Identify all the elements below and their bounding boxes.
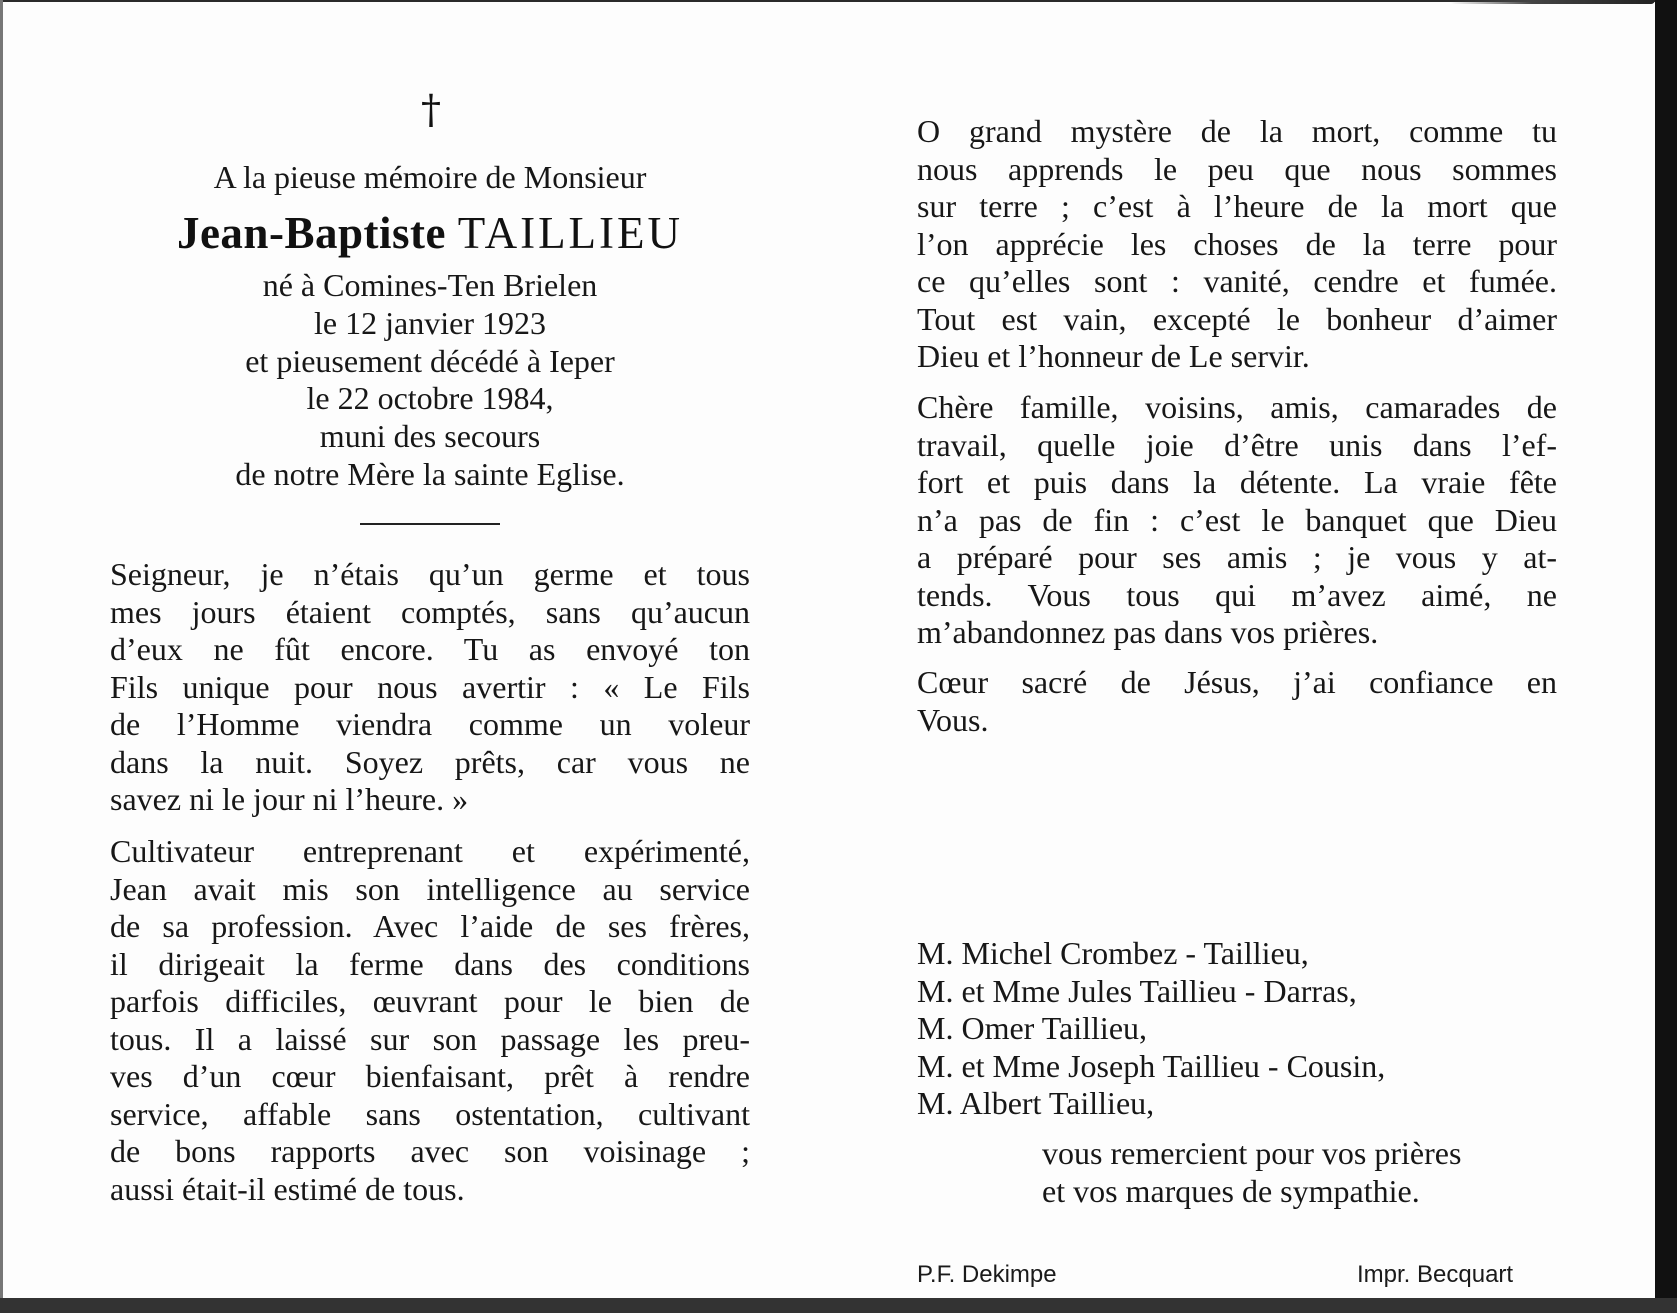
biography-line: de sa profession. Avec l’aide de ses frères, xyxy=(110,908,750,944)
scan-border-right xyxy=(1655,0,1677,1313)
prayer-line: Fils unique pour nous avertir : « Le Fils xyxy=(110,668,750,705)
meditation-line: ce qu’elles sont : vanité, cendre et fumée. xyxy=(917,263,1557,299)
first-names: Jean-Baptiste xyxy=(176,208,446,258)
prayer-line: savez ni le jour ni l’heure. » xyxy=(110,781,469,817)
family-member: M. et Mme Jules Taillieu - Darras, xyxy=(917,972,1357,1009)
prayer-line: Seigneur, je n’étais qu’un germe et tous xyxy=(110,556,750,592)
biography-line: de bons rapports avec son voisinage ; xyxy=(110,1133,750,1169)
biography-line: service, affable sans ostentation, cultivant xyxy=(110,1095,750,1132)
biography-line: il dirigeait la ferme dans des conditions xyxy=(110,945,750,982)
meditation-line: Tout est vain, excepté le bonheur d’aimer xyxy=(917,300,1557,337)
prayer-line: dans la nuit. Soyez prêts, car vous ne xyxy=(110,743,750,780)
thanks-line: vous remercient pour vos prières xyxy=(1042,1135,1462,1171)
farewell-line: fort et puis dans la détente. La vraie fête xyxy=(917,464,1557,500)
header-line: le 12 janvier 1923 xyxy=(314,304,546,341)
meditation-line: nous apprends le peu que nous sommes xyxy=(917,150,1557,187)
header-line: de notre Mère la sainte Eglise. xyxy=(235,456,625,492)
family-member: M. Albert Taillieu, xyxy=(917,1085,1155,1121)
thanks-line: et vos marques de sympathie. xyxy=(1042,1172,1420,1209)
biography-line: ves d’un cœur bienfaisant, prêt à rendre xyxy=(110,1058,750,1094)
farewell-line: n’a pas de fin : c’est le banquet que Dieu xyxy=(917,501,1557,538)
cross-icon: † xyxy=(421,87,441,133)
header-line: né à Comines-Ten Brielen xyxy=(262,267,598,303)
prayer-line: de l’Homme viendra comme un voleur xyxy=(110,706,750,742)
farewell-line: Chère famille, voisins, amis, camarades de xyxy=(917,389,1557,425)
family-member: M. et Mme Joseph Taillieu - Cousin, xyxy=(917,1047,1386,1084)
invocation-line: Cœur sacré de Jésus, j’ai confiance en xyxy=(917,664,1557,700)
header-line: le 22 octobre 1984, xyxy=(306,380,554,417)
funeral-home: P.F. Dekimpe xyxy=(917,1261,1057,1288)
intro-line: A la pieuse mémoire de Monsieur xyxy=(213,159,647,195)
meditation-line: Dieu et l’honneur de Le servir. xyxy=(917,338,1310,374)
scan-shadow xyxy=(1450,0,1655,4)
biography-line: Jean avait mis son intelligence au service xyxy=(110,870,750,907)
farewell-line: a préparé pour ses amis ; je vous y at- xyxy=(917,539,1557,575)
printer: Impr. Becquart xyxy=(1357,1261,1514,1288)
divider xyxy=(360,523,500,525)
meditation-line: sur terre ; c’est à l’heure de la mort que xyxy=(917,188,1557,224)
header-line: muni des secours xyxy=(319,418,541,455)
header-line: et pieusement décédé à Ieper xyxy=(245,342,615,379)
farewell-line: tends. Vous tous qui m’avez aimé, ne xyxy=(917,576,1557,613)
meditation-line: O grand mystère de la mort, comme tu xyxy=(917,113,1557,149)
biography-line: parfois difficiles, œuvrant pour le bien de xyxy=(110,983,750,1019)
biography-line: tous. Il a laissé sur son passage les preu- xyxy=(110,1020,750,1057)
farewell-line: travail, quelle joie d’être unis dans l’ef- xyxy=(917,426,1557,463)
deceased-name xyxy=(140,205,720,261)
surname: TAILLIEU xyxy=(457,208,684,258)
prayer-line: d’eux ne fût encore. Tu as envoyé ton xyxy=(110,631,750,667)
farewell-line: m’abandonnez pas dans vos prières. xyxy=(917,614,1379,650)
biography-line: aussi était-il estimé de tous. xyxy=(110,1170,465,1207)
scan-border-bottom xyxy=(0,1298,1677,1313)
family-member: M. Michel Crombez - Taillieu, xyxy=(917,935,1309,971)
invocation-line: Vous. xyxy=(917,701,989,738)
prayer-line: mes jours étaient comptés, sans qu’aucun xyxy=(110,593,750,630)
family-member: M. Omer Taillieu, xyxy=(917,1010,1148,1046)
biography-line: Cultivateur entreprenant et expérimenté, xyxy=(110,833,750,869)
meditation-line: l’on apprécie les choses de la terre pour xyxy=(917,225,1557,262)
